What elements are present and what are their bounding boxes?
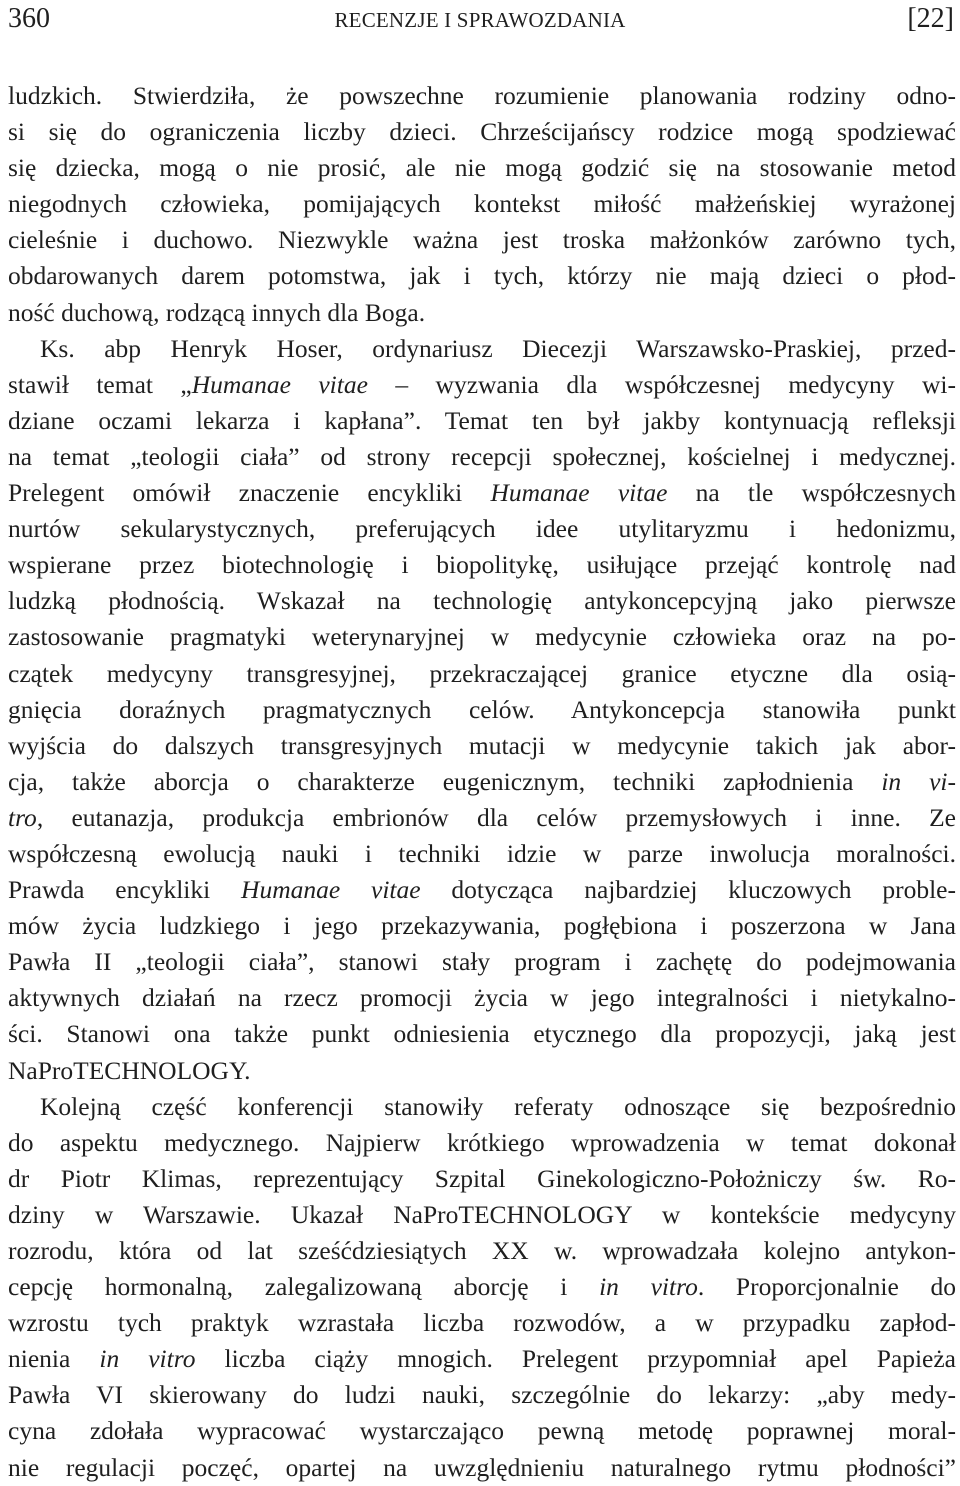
line-text: niegodnych człowieka, pomijających kontekst miłość małżeńskiej wyrażonej (8, 189, 956, 219)
text-line (8, 258, 956, 294)
text-line (8, 1233, 956, 1269)
text-line (8, 222, 956, 258)
line-text: wyjścia do dalszych transgresyjnych mutacji w medycynie takich jak abor- (8, 730, 956, 760)
line-text: dr Piotr Klimas, reprezentujący Szpital Ginekologiczno-Położniczy św. Ro- (8, 1163, 956, 1193)
line-text-after: na tle współczesnych (667, 478, 956, 508)
line-text: Pawła II „teologii ciała”, stanowi stały program i zachętę do podejmowania (8, 947, 956, 977)
text-line (8, 1053, 956, 1089)
line-text: współczesną ewolucją nauki i techniki idzie w parze inwolucja moralności. (8, 838, 956, 868)
line-text: na temat „teologii ciała” od strony recepcji społecznej, kościelnej i medycznej. (8, 441, 956, 471)
text-line (8, 186, 956, 222)
line-text: mów życia ludzkiego i jego przekazywania, pogłębiona i poszerzona w Jana (8, 911, 956, 941)
line-text: ludzką płodnością. Wskazał na technologię antykoncepcyjną jako pierwsze (8, 586, 956, 616)
page-number: 360 (8, 3, 50, 34)
line-text: Kolejną część konferencji stanowiły referaty odnoszące się bezpośrednio (40, 1091, 956, 1121)
text-line (8, 439, 956, 475)
line-text: do aspektu medycznego. Najpierw krótkiego wprowadzenia w temat dokonał (8, 1127, 956, 1157)
text-line (8, 1016, 956, 1052)
line-text: ność duchową, rodzącą innych dla Boga. (8, 297, 426, 327)
line-text: dziny w Warszawie. Ukazał NaProTECHNOLOGY w kontekście medycyny (8, 1199, 956, 1229)
text-line (8, 78, 956, 114)
text-line (8, 1089, 956, 1125)
line-text: cja, także aborcja o charakterze eugenicznym, techniki zapłodnienia (8, 766, 882, 796)
text-line (8, 403, 956, 439)
line-text: stawił temat „ (8, 369, 192, 399)
line-text: się dziecka, mogą o nie prosić, ale nie mogą godzić się na stosowanie metod (8, 153, 956, 183)
line-text-after: dotycząca najbardziej kluczowych proble- (420, 875, 956, 905)
line-text: Prawda encykliki (8, 875, 242, 905)
text-line (8, 872, 956, 908)
text-line (8, 1197, 956, 1233)
text-line (8, 656, 956, 692)
text-line (8, 150, 956, 186)
text-line (8, 980, 956, 1016)
running-header (0, 2, 960, 36)
line-text: nurtów sekularystycznych, preferujących idee utylitaryzmu i hedonizmu, (8, 514, 956, 544)
text-line (8, 836, 956, 872)
italic-text: Humanae vitae (241, 875, 421, 905)
line-text: wspierane przez biotechnologię i biopolitykę, usiłujące przejąć kontrolę nad (8, 550, 956, 580)
line-text: zastosowanie pragmatyki weterynaryjnej w medycynie człowieka oraz na po- (8, 622, 956, 652)
line-text: NaProTECHNOLOGY. (8, 1055, 251, 1085)
text-line (8, 944, 956, 980)
line-text: dziane oczami lekarza i kapłana”. Temat ten był jakby kontynuacją refleksji (8, 405, 956, 435)
line-text: Ks. abp Henryk Hoser, ordynariusz Diecezji Warszawsko-Praskiej, przed- (40, 333, 956, 363)
text-line (8, 511, 956, 547)
text-line (8, 619, 956, 655)
italic-text: Humanae vitae (490, 478, 668, 508)
line-text: wzrostu tych praktyk wzrastała liczba rozwodów, a w przypadku zapłod- (8, 1308, 956, 1338)
line-text: rozrodu, która od lat sześćdziesiątych XX w. wprowadzała kolejno antykon- (8, 1236, 956, 1265)
text-line (8, 908, 956, 944)
text-line (8, 800, 956, 836)
line-text: Pawła VI skierowany do ludzi nauki, szczególnie do lekarzy: „aby medy- (8, 1380, 956, 1410)
line-text-after: , eutanazja, produkcja embrionów dla celów przemysłowych i inne. Ze (36, 802, 956, 832)
line-text: czątek medycyny transgresyjnej, przekraczającej granice etyczne dla osią- (8, 658, 956, 688)
issue-number: [22] (907, 3, 954, 34)
text-line (8, 1161, 956, 1197)
line-text-after: liczba ciąży mnogich. Prelegent przypomniał apel Papieża (195, 1344, 956, 1374)
text-line (8, 1450, 956, 1486)
text-line (8, 114, 956, 150)
text-line (8, 331, 956, 367)
text-line (8, 1125, 956, 1161)
line-text: Prelegent omówił znaczenie encykliki (8, 478, 491, 508)
text-line (8, 547, 956, 583)
line-text: ści. Stanowi ona także punkt odniesienia etycznego dla propozycji, jaką jest (8, 1019, 956, 1049)
line-text-after: – wyzwania dla współczesnej medycyny wi- (367, 369, 956, 399)
italic-text: in vitro (99, 1344, 196, 1374)
article-body (8, 78, 956, 1486)
text-line (8, 1377, 956, 1413)
italic-text: tro (8, 802, 37, 832)
text-line (8, 728, 956, 764)
italic-text: in vi- (881, 766, 956, 796)
line-text: aktywnych działań na rzecz promocji życia w jego integralności i nietykalno- (8, 983, 956, 1013)
line-text: cepcję hormonalną, zalegalizowaną aborcję i (8, 1272, 600, 1302)
line-text: si się do ograniczenia liczby dzieci. Chrześcijańscy rodzice mogą spodziewać (8, 117, 956, 147)
italic-text: Humanae vitae (191, 369, 368, 399)
italic-text: in vitro (599, 1272, 698, 1302)
text-line (8, 475, 956, 511)
text-line (8, 764, 956, 800)
line-text: ludzkich. Stwierdziła, że powszechne rozumienie planowania rodziny odno- (8, 81, 956, 110)
text-line (8, 1341, 956, 1377)
line-text: nienia (8, 1344, 100, 1374)
text-line (8, 1413, 956, 1449)
text-line (8, 1269, 956, 1305)
text-line (8, 295, 956, 331)
text-line (8, 367, 956, 403)
line-text: nie regulacji poczęć, opartej na uwzględnieniu naturalnego rytmu płodności” (8, 1452, 956, 1482)
text-line (8, 1305, 956, 1341)
line-text: cieleśnie i duchowo. Niezwykle ważna jest troska małżonków zarówno tych, (8, 225, 956, 255)
text-line (8, 692, 956, 728)
line-text: gnięcia doraźnych pragmatycznych celów. Antykoncepcja stanowiła punkt (8, 694, 956, 724)
line-text: obdarowanych darem potomstwa, jak i tych, którzy nie mają dzieci o płod- (8, 261, 956, 291)
text-line (8, 583, 956, 619)
line-text: cyna zdołała wypracować wystarczająco pewną metodę poprawnej moral- (8, 1416, 956, 1446)
running-title: RECENZJE I SPRAWOZDANIA (334, 8, 626, 32)
line-text-after: . Proporcjonalnie do (697, 1272, 956, 1302)
